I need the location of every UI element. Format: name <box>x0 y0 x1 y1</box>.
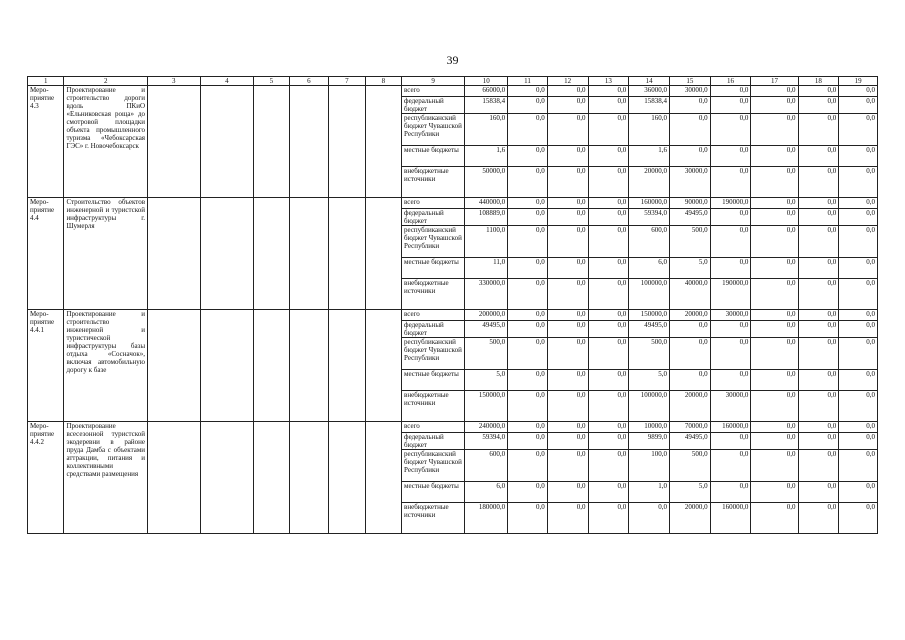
amount-cell: 0,0 <box>547 370 588 391</box>
amount-cell: 0,0 <box>508 114 548 146</box>
amount-cell: 0,0 <box>508 321 548 338</box>
column-number: 4 <box>200 77 254 86</box>
amount-cell: 49495,0 <box>465 321 508 338</box>
funding-source: всего <box>402 422 465 433</box>
amount-cell: 0,0 <box>588 167 629 198</box>
amount-cell: 0,0 <box>798 310 839 321</box>
amount-cell: 0,0 <box>547 86 588 97</box>
amount-cell: 0,0 <box>508 310 548 321</box>
amount-cell: 0,0 <box>798 482 839 503</box>
amount-cell: 0,0 <box>839 86 878 97</box>
amount-cell: 1,6 <box>629 146 670 167</box>
amount-cell: 0,0 <box>798 370 839 391</box>
amount-cell: 0,0 <box>710 338 751 370</box>
amount-cell: 0,0 <box>710 209 751 226</box>
amount-cell: 20000,0 <box>669 310 710 321</box>
amount-cell: 108889,0 <box>465 209 508 226</box>
amount-cell: 0,0 <box>751 97 798 114</box>
amount-cell: 70000,0 <box>669 422 710 433</box>
amount-cell: 0,0 <box>588 391 629 422</box>
funding-source: федеральный бюджет <box>402 97 465 114</box>
amount-cell: 190000,0 <box>710 279 751 310</box>
amount-cell: 0,0 <box>751 86 798 97</box>
empty-cell <box>365 310 401 422</box>
amount-cell: 0,0 <box>508 209 548 226</box>
amount-cell: 0,0 <box>508 391 548 422</box>
amount-cell: 0,0 <box>588 370 629 391</box>
amount-cell: 0,0 <box>669 146 710 167</box>
funding-source: всего <box>402 198 465 209</box>
amount-cell: 0,0 <box>710 167 751 198</box>
amount-cell: 0,0 <box>751 321 798 338</box>
amount-cell: 0,0 <box>547 97 588 114</box>
funding-source: федеральный бюджет <box>402 209 465 226</box>
amount-cell: 0,0 <box>508 422 548 433</box>
column-number: 1 <box>28 77 64 86</box>
amount-cell: 20000,0 <box>669 503 710 534</box>
amount-cell: 0,0 <box>588 422 629 433</box>
amount-cell: 0,0 <box>547 450 588 482</box>
amount-cell: 0,0 <box>839 226 878 258</box>
amount-cell: 0,0 <box>508 338 548 370</box>
funding-source: местные бюджеты <box>402 146 465 167</box>
amount-cell: 0,0 <box>839 450 878 482</box>
amount-cell: 500,0 <box>629 338 670 370</box>
amount-cell: 0,0 <box>588 321 629 338</box>
amount-cell: 49495,0 <box>629 321 670 338</box>
amount-cell: 50000,0 <box>465 167 508 198</box>
amount-cell: 0,0 <box>588 226 629 258</box>
amount-cell: 1100,0 <box>465 226 508 258</box>
amount-cell: 0,0 <box>751 310 798 321</box>
amount-cell: 0,0 <box>839 503 878 534</box>
amount-cell: 0,0 <box>710 321 751 338</box>
amount-cell: 0,0 <box>710 450 751 482</box>
amount-cell: 0,0 <box>710 114 751 146</box>
amount-cell: 0,0 <box>751 422 798 433</box>
empty-cell <box>200 198 254 310</box>
amount-cell: 59394,0 <box>465 433 508 450</box>
amount-cell: 0,0 <box>547 310 588 321</box>
amount-cell: 0,0 <box>508 433 548 450</box>
amount-cell: 0,0 <box>669 321 710 338</box>
amount-cell: 0,0 <box>839 310 878 321</box>
amount-cell: 0,0 <box>588 209 629 226</box>
amount-cell: 0,0 <box>710 146 751 167</box>
amount-cell: 0,0 <box>839 258 878 279</box>
amount-cell: 0,0 <box>751 167 798 198</box>
amount-cell: 0,0 <box>798 503 839 534</box>
amount-cell: 0,0 <box>751 258 798 279</box>
funding-source: внебюджетные источники <box>402 503 465 534</box>
column-number: 14 <box>629 77 670 86</box>
amount-cell: 0,0 <box>751 391 798 422</box>
amount-cell: 150000,0 <box>465 391 508 422</box>
table-row <box>28 422 878 433</box>
amount-cell: 160,0 <box>629 114 670 146</box>
amount-cell: 0,0 <box>588 97 629 114</box>
amount-cell: 0,0 <box>669 338 710 370</box>
amount-cell: 330000,0 <box>465 279 508 310</box>
amount-cell: 9899,0 <box>629 433 670 450</box>
amount-cell: 0,0 <box>839 338 878 370</box>
empty-cell <box>254 198 289 310</box>
amount-cell: 0,0 <box>547 321 588 338</box>
amount-cell: 600,0 <box>629 226 670 258</box>
column-number-row <box>28 77 878 86</box>
empty-cell <box>289 310 329 422</box>
amount-cell: 0,0 <box>547 433 588 450</box>
amount-cell: 0,0 <box>508 482 548 503</box>
column-number: 13 <box>588 77 629 86</box>
funding-source: местные бюджеты <box>402 258 465 279</box>
amount-cell: 0,0 <box>588 86 629 97</box>
funding-source: внебюджетные источники <box>402 279 465 310</box>
event-code: Меро-приятие 4.4 <box>28 198 64 310</box>
amount-cell: 0,0 <box>588 482 629 503</box>
column-number: 6 <box>289 77 329 86</box>
amount-cell: 0,0 <box>508 97 548 114</box>
amount-cell: 0,0 <box>588 338 629 370</box>
event-code: Меро-приятие 4.4.2 <box>28 422 64 534</box>
funding-source: республиканский бюджет Чувашской Республики <box>402 114 465 146</box>
amount-cell: 0,0 <box>798 86 839 97</box>
amount-cell: 6,0 <box>465 482 508 503</box>
amount-cell: 6,0 <box>629 258 670 279</box>
amount-cell: 0,0 <box>547 391 588 422</box>
amount-cell: 0,0 <box>508 226 548 258</box>
amount-cell: 0,0 <box>508 450 548 482</box>
amount-cell: 0,0 <box>669 114 710 146</box>
amount-cell: 0,0 <box>588 503 629 534</box>
amount-cell: 0,0 <box>798 114 839 146</box>
amount-cell: 0,0 <box>839 422 878 433</box>
amount-cell: 0,0 <box>798 450 839 482</box>
amount-cell: 0,0 <box>798 258 839 279</box>
amount-cell: 0,0 <box>839 370 878 391</box>
amount-cell: 0,0 <box>751 370 798 391</box>
amount-cell: 0,0 <box>547 146 588 167</box>
funding-source: федеральный бюджет <box>402 321 465 338</box>
empty-cell <box>148 198 201 310</box>
amount-cell: 0,0 <box>629 503 670 534</box>
amount-cell: 150000,0 <box>629 310 670 321</box>
empty-cell <box>254 422 289 534</box>
amount-cell: 0,0 <box>588 279 629 310</box>
amount-cell: 0,0 <box>751 279 798 310</box>
amount-cell: 15838,4 <box>465 97 508 114</box>
column-number: 19 <box>839 77 878 86</box>
amount-cell: 440000,0 <box>465 198 508 209</box>
amount-cell: 49495,0 <box>669 433 710 450</box>
amount-cell: 160000,0 <box>710 422 751 433</box>
funding-source: внебюджетные источники <box>402 167 465 198</box>
amount-cell: 500,0 <box>669 450 710 482</box>
table-body <box>28 77 878 534</box>
amount-cell: 1,0 <box>629 482 670 503</box>
amount-cell: 0,0 <box>547 167 588 198</box>
amount-cell: 5,0 <box>669 482 710 503</box>
column-number: 11 <box>508 77 548 86</box>
amount-cell: 0,0 <box>839 198 878 209</box>
amount-cell: 36000,0 <box>629 86 670 97</box>
amount-cell: 0,0 <box>751 114 798 146</box>
empty-cell <box>254 86 289 198</box>
empty-cell <box>365 86 401 198</box>
amount-cell: 10000,0 <box>629 422 670 433</box>
event-code: Меро-приятие 4.4.1 <box>28 310 64 422</box>
amount-cell: 0,0 <box>839 209 878 226</box>
event-title: Проектирование и строительство дороги вдоль ПКиО «Ельниковская роща» до смотровой площадки объекта промышленного туризма «Чебоксарская ГЭС» г. Новочебоксарск <box>64 86 148 198</box>
column-number: 3 <box>148 77 201 86</box>
amount-cell: 30000,0 <box>669 167 710 198</box>
funding-source: федеральный бюджет <box>402 433 465 450</box>
amount-cell: 11,0 <box>465 258 508 279</box>
amount-cell: 0,0 <box>508 279 548 310</box>
funding-source: местные бюджеты <box>402 482 465 503</box>
amount-cell: 0,0 <box>798 279 839 310</box>
amount-cell: 0,0 <box>798 167 839 198</box>
amount-cell: 0,0 <box>798 321 839 338</box>
amount-cell: 100000,0 <box>629 391 670 422</box>
amount-cell: 0,0 <box>588 146 629 167</box>
event-title: Строительство объектов инженерной и туристской инфраструктуры г. Шумерля <box>64 198 148 310</box>
amount-cell: 0,0 <box>751 209 798 226</box>
amount-cell: 0,0 <box>508 370 548 391</box>
amount-cell: 600,0 <box>465 450 508 482</box>
amount-cell: 0,0 <box>588 433 629 450</box>
amount-cell: 0,0 <box>508 198 548 209</box>
amount-cell: 0,0 <box>710 482 751 503</box>
amount-cell: 0,0 <box>839 391 878 422</box>
empty-cell <box>329 310 365 422</box>
amount-cell: 0,0 <box>669 370 710 391</box>
amount-cell: 0,0 <box>547 114 588 146</box>
amount-cell: 100,0 <box>629 450 670 482</box>
column-number: 12 <box>547 77 588 86</box>
amount-cell: 0,0 <box>547 209 588 226</box>
funding-source: республиканский бюджет Чувашской Республики <box>402 338 465 370</box>
amount-cell: 0,0 <box>751 503 798 534</box>
amount-cell: 0,0 <box>508 258 548 279</box>
amount-cell: 66000,0 <box>465 86 508 97</box>
amount-cell: 100000,0 <box>629 279 670 310</box>
amount-cell: 0,0 <box>669 97 710 114</box>
amount-cell: 0,0 <box>710 86 751 97</box>
amount-cell: 0,0 <box>588 310 629 321</box>
amount-cell: 0,0 <box>751 198 798 209</box>
empty-cell <box>200 310 254 422</box>
amount-cell: 0,0 <box>547 482 588 503</box>
empty-cell <box>289 422 329 534</box>
table-row <box>28 198 878 209</box>
amount-cell: 160,0 <box>465 114 508 146</box>
amount-cell: 0,0 <box>839 433 878 450</box>
amount-cell: 0,0 <box>751 433 798 450</box>
empty-cell <box>254 310 289 422</box>
amount-cell: 20000,0 <box>669 391 710 422</box>
funding-source: местные бюджеты <box>402 370 465 391</box>
column-number: 9 <box>402 77 465 86</box>
amount-cell: 0,0 <box>547 198 588 209</box>
empty-cell <box>329 422 365 534</box>
amount-cell: 0,0 <box>839 97 878 114</box>
amount-cell: 0,0 <box>710 97 751 114</box>
amount-cell: 0,0 <box>588 258 629 279</box>
amount-cell: 0,0 <box>798 338 839 370</box>
empty-cell <box>365 198 401 310</box>
empty-cell <box>329 86 365 198</box>
amount-cell: 5,0 <box>669 258 710 279</box>
funding-source: всего <box>402 310 465 321</box>
amount-cell: 0,0 <box>798 97 839 114</box>
event-title: Проектирование всесезонной туристской экодеревни в районе пруда Дамба с объектами аттракции, питания и коллективными средствами размещения <box>64 422 148 534</box>
amount-cell: 0,0 <box>839 114 878 146</box>
column-number: 10 <box>465 77 508 86</box>
amount-cell: 180000,0 <box>465 503 508 534</box>
amount-cell: 0,0 <box>798 422 839 433</box>
amount-cell: 0,0 <box>508 167 548 198</box>
amount-cell: 15838,4 <box>629 97 670 114</box>
column-number: 8 <box>365 77 401 86</box>
amount-cell: 160000,0 <box>629 198 670 209</box>
amount-cell: 0,0 <box>751 450 798 482</box>
amount-cell: 40000,0 <box>669 279 710 310</box>
amount-cell: 30000,0 <box>669 86 710 97</box>
amount-cell: 49495,0 <box>669 209 710 226</box>
amount-cell: 500,0 <box>669 226 710 258</box>
amount-cell: 5,0 <box>629 370 670 391</box>
amount-cell: 0,0 <box>710 370 751 391</box>
amount-cell: 160000,0 <box>710 503 751 534</box>
event-code: Меро-приятие 4.3 <box>28 86 64 198</box>
empty-cell <box>329 198 365 310</box>
amount-cell: 0,0 <box>588 114 629 146</box>
column-number: 2 <box>64 77 148 86</box>
empty-cell <box>148 310 201 422</box>
amount-cell: 0,0 <box>798 226 839 258</box>
amount-cell: 0,0 <box>798 391 839 422</box>
amount-cell: 0,0 <box>751 338 798 370</box>
column-number: 16 <box>710 77 751 86</box>
amount-cell: 0,0 <box>798 198 839 209</box>
amount-cell: 0,0 <box>751 146 798 167</box>
page-number: 39 <box>446 53 459 67</box>
amount-cell: 500,0 <box>465 338 508 370</box>
amount-cell: 59394,0 <box>629 209 670 226</box>
amount-cell: 30000,0 <box>710 391 751 422</box>
amount-cell: 0,0 <box>798 209 839 226</box>
column-number: 18 <box>798 77 839 86</box>
empty-cell <box>289 86 329 198</box>
funding-table <box>27 76 878 534</box>
amount-cell: 1,6 <box>465 146 508 167</box>
funding-source: всего <box>402 86 465 97</box>
empty-cell <box>200 422 254 534</box>
amount-cell: 0,0 <box>839 482 878 503</box>
amount-cell: 0,0 <box>839 146 878 167</box>
amount-cell: 0,0 <box>710 226 751 258</box>
amount-cell: 0,0 <box>839 279 878 310</box>
empty-cell <box>200 86 254 198</box>
amount-cell: 190000,0 <box>710 198 751 209</box>
amount-cell: 0,0 <box>508 146 548 167</box>
amount-cell: 0,0 <box>547 279 588 310</box>
empty-cell <box>289 198 329 310</box>
amount-cell: 0,0 <box>588 198 629 209</box>
amount-cell: 0,0 <box>547 338 588 370</box>
amount-cell: 240000,0 <box>465 422 508 433</box>
funding-source: внебюджетные источники <box>402 391 465 422</box>
amount-cell: 0,0 <box>710 258 751 279</box>
amount-cell: 0,0 <box>798 433 839 450</box>
column-number: 17 <box>751 77 798 86</box>
amount-cell: 0,0 <box>588 450 629 482</box>
amount-cell: 0,0 <box>547 226 588 258</box>
empty-cell <box>148 422 201 534</box>
column-number: 5 <box>254 77 289 86</box>
empty-cell <box>148 86 201 198</box>
amount-cell: 90000,0 <box>669 198 710 209</box>
amount-cell: 0,0 <box>508 86 548 97</box>
funding-source: республиканский бюджет Чувашской Республики <box>402 226 465 258</box>
funding-source: республиканский бюджет Чувашской Республики <box>402 450 465 482</box>
amount-cell: 0,0 <box>710 433 751 450</box>
amount-cell: 0,0 <box>751 482 798 503</box>
event-title: Проектирование и строительство инженерной и туристической инфраструктуры базы отдыха «Сосначок», включая автомобильную дорогу к базе <box>64 310 148 422</box>
amount-cell: 0,0 <box>547 422 588 433</box>
amount-cell: 0,0 <box>508 503 548 534</box>
amount-cell: 200000,0 <box>465 310 508 321</box>
table-row <box>28 310 878 321</box>
amount-cell: 0,0 <box>751 226 798 258</box>
amount-cell: 0,0 <box>839 167 878 198</box>
empty-cell <box>365 422 401 534</box>
amount-cell: 0,0 <box>798 146 839 167</box>
column-number: 7 <box>329 77 365 86</box>
amount-cell: 5,0 <box>465 370 508 391</box>
amount-cell: 0,0 <box>547 258 588 279</box>
column-number: 15 <box>669 77 710 86</box>
amount-cell: 30000,0 <box>710 310 751 321</box>
amount-cell: 0,0 <box>547 503 588 534</box>
amount-cell: 20000,0 <box>629 167 670 198</box>
table-row <box>28 86 878 97</box>
amount-cell: 0,0 <box>839 321 878 338</box>
